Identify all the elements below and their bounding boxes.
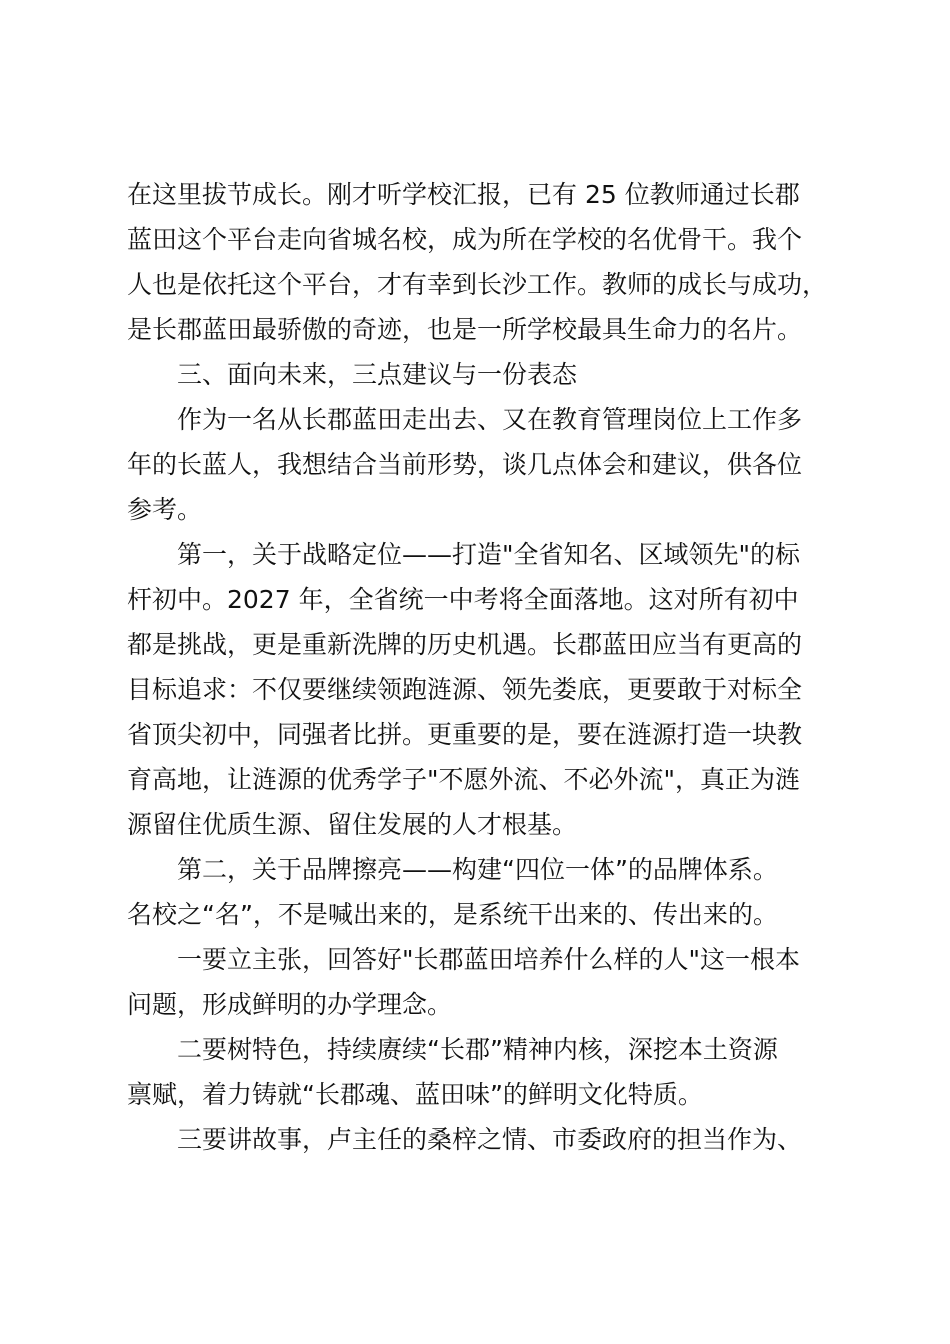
text-line: 问题，形成鲜明的办学理念。 [127, 990, 453, 1019]
text-line: 一要立主张，回答好"长郡蓝田培养什么样的人"这一根本 [177, 945, 801, 974]
text-line: 杆初中。2027 年，全省统一中考将全面落地。这对所有初中 [127, 585, 799, 614]
text-line: 育高地，让涟源的优秀学子"不愿外流、不必外流"，真正为涟 [127, 765, 801, 794]
text-line: 蓝田这个平台走向省城名校，成为所在学校的名优骨干。我个 [127, 225, 803, 254]
text-line: 源留住优质生源、留住发展的人才根基。 [127, 810, 578, 839]
text-line: 第一，关于战略定位——打造"全省知名、区域领先"的标 [177, 540, 801, 569]
text-line: 省顶尖初中，同强者比拼。更重要的是，要在涟源打造一块教 [127, 720, 803, 749]
text-line: 在这里拔节成长。刚才听学校汇报，已有 25 位教师通过长郡 [127, 180, 800, 209]
text-line: 年的长蓝人，我想结合当前形势，谈几点体会和建议，供各位 [127, 450, 803, 479]
text-line: 参考。 [127, 495, 203, 524]
text-line: 人也是依托这个平台，才有幸到长沙工作。教师的成长与成功， [127, 270, 828, 299]
text-line: 都是挑战，更是重新洗牌的历史机遇。长郡蓝田应当有更高的 [127, 630, 803, 659]
text-line: 目标追求：不仅要继续领跑涟源、领先娄底，更要敢于对标全 [127, 675, 803, 704]
text-line: 作为一名从长郡蓝田走出去、又在教育管理岗位上工作多 [177, 405, 803, 434]
text-line: 名校之“名”，不是喊出来的，是系统干出来的、传出来的。 [127, 900, 778, 929]
text-line: 二要树特色，持续赓续“长郡”精神内核，深挖本土资源 [177, 1035, 778, 1064]
text-line: 是长郡蓝田最骄傲的奇迹，也是一所学校最具生命力的名片。 [127, 315, 803, 344]
text-line: 禀赋，着力铸就“长郡魂、蓝田味”的鲜明文化特质。 [127, 1080, 703, 1109]
text-line: 第二，关于品牌擦亮——构建“四位一体”的品牌体系。 [177, 855, 778, 884]
document-body [127, 172, 857, 1162]
section-heading: 三、面向未来，三点建议与一份表态 [177, 360, 578, 389]
text-line: 三要讲故事，卢主任的桑梓之情、市委政府的担当作为、 [177, 1125, 803, 1154]
